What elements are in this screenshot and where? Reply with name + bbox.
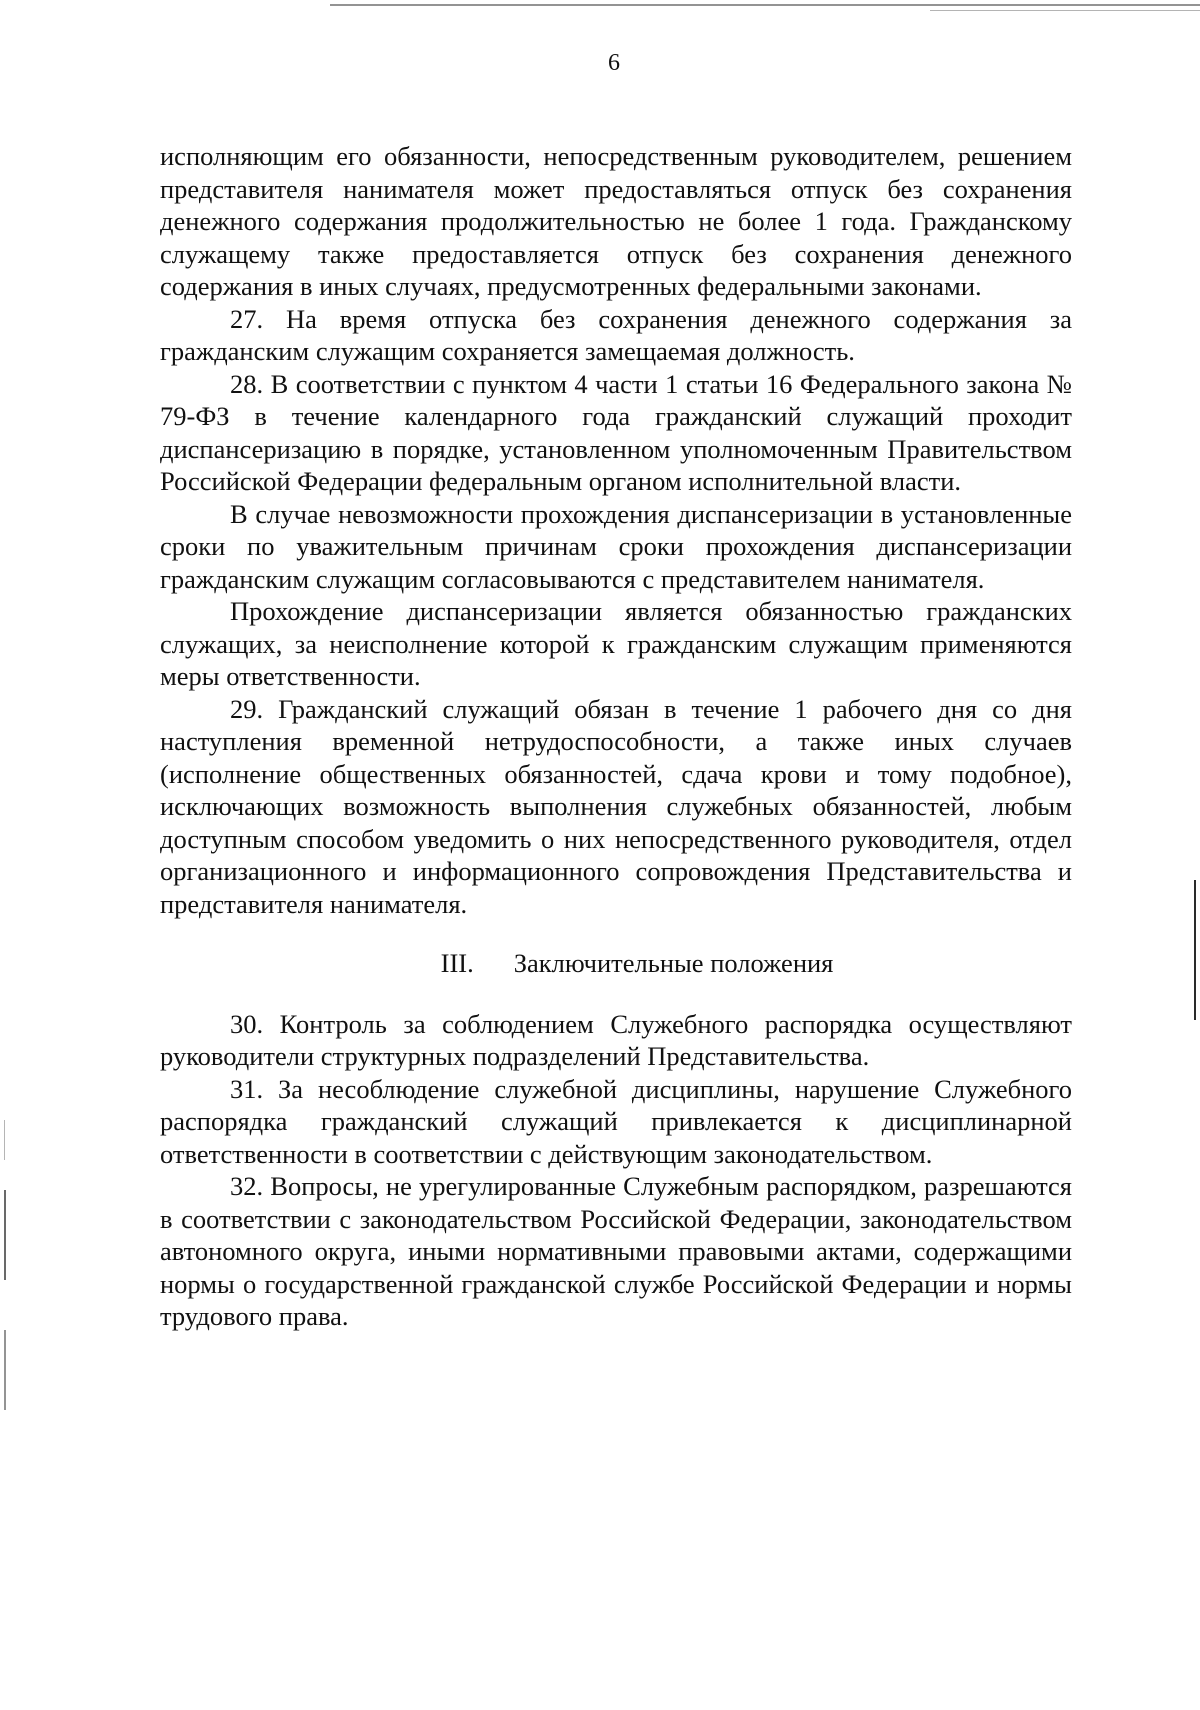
section-heading (160, 947, 1072, 980)
paragraph-32: 32. Вопросы, не урегулированные Служебным распорядком, разрешаются в соответствии с законодательством Российской Федерации, законодательством автономного округа, иными нормативными правовыми актами, содержащими нормы о государственной гражданской службе Российской Федерации и нормы трудового права. (160, 1171, 1072, 1331)
section-title: Заключительные положения (513, 948, 834, 978)
scan-edge-line (330, 4, 1200, 6)
paragraph-27: 27. На время отпуска без сохранения денежного содержания за гражданским служащим сохраняется замещаемая должность. (160, 303, 1072, 366)
scan-margin-mark (4, 1190, 6, 1280)
paragraph-continuation: исполняющим его обязанности, непосредственным руководителем, решением представителя нанимателя может предоставляться отпуск без сохранения денежного содержания продолжительностью не более 1 года. Гражданскому служащему также предоставляется отпуск без сохранения денежного содержания в иных случаях, предусмотренных федеральными законами. (160, 141, 1072, 301)
paragraph-31: 31. За несоблюдение служебной дисциплины, нарушение Служебного распорядка гражданский служащий привлекается к дисциплинарной ответственности в соответствии с действующим законодательством. (160, 1073, 1072, 1169)
page-number: 6 (608, 50, 620, 76)
document-body (160, 140, 1072, 1333)
paragraph-28-duty: Прохождение диспансеризации является обязанностью гражданских служащих, за неисполнение которой к гражданским служащим применяются меры ответственности. (160, 596, 1072, 691)
scan-margin-mark (4, 1120, 5, 1160)
paragraph-28-case: В случае невозможности прохождения диспансеризации в установленные сроки по уважительным причинам сроки прохождения диспансеризации гражданским служащим согласовываются с представителем нанимателя. (160, 498, 1072, 594)
scan-edge-line (930, 10, 1200, 11)
scan-margin-mark (1194, 880, 1196, 1020)
scan-margin-mark (4, 1330, 6, 1410)
paragraph-28: 28. В соответствии с пунктом 4 части 1 статьи 16 Федерального закона № 79-ФЗ в течение календарного года гражданский служащий проходит диспансеризацию в порядке, установленном уполномоченным Правительством Российской Федерации федеральным органом исполнительной власти. (160, 368, 1072, 496)
section-number: III. (440, 948, 474, 978)
paragraph-29: 29. Гражданский служащий обязан в течение 1 рабочего дня со дня наступления временной нетрудоспособности, а также иных случаев (исполнение общественных обязанностей, сдача крови и тому подобное), исключающих возможность выполнения служебных обязанностей, любым доступным способом уведомить о них непосредственного руководителя, отдел организационного и информационного сопровождения Представительства и представителя нанимателя. (160, 693, 1072, 919)
paragraph-30: 30. Контроль за соблюдением Служебного распорядка осуществляют руководители структурных подразделений Представительства. (160, 1008, 1072, 1071)
